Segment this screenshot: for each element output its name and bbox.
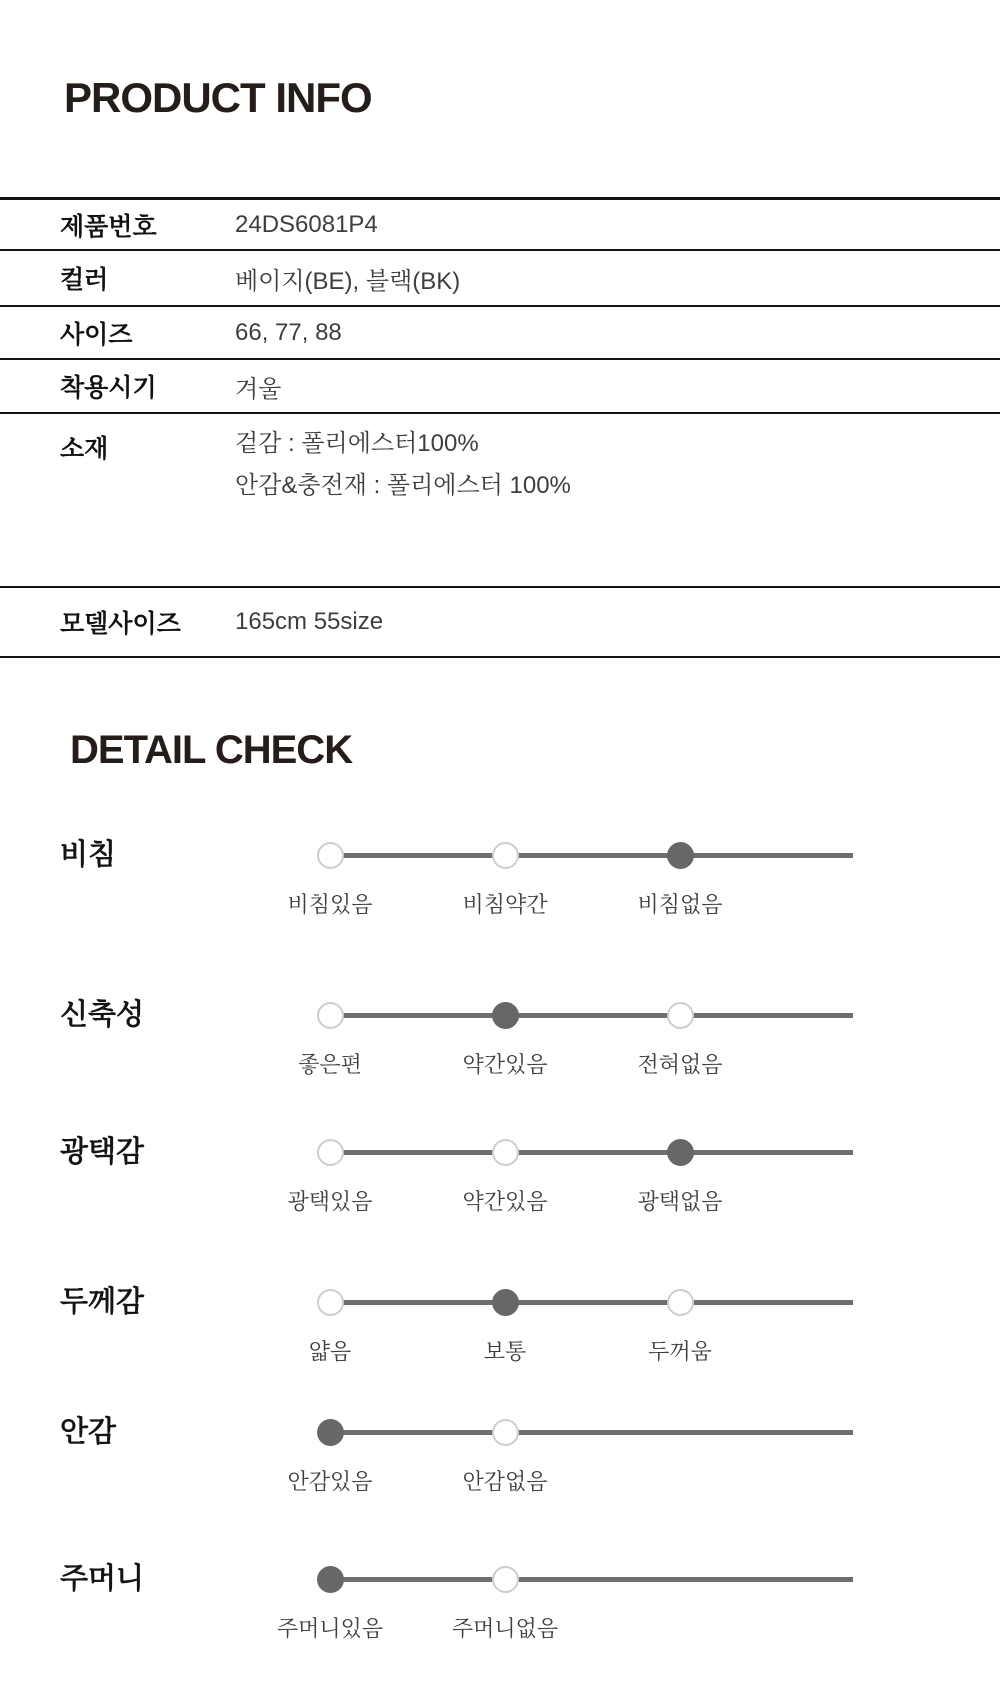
spec-row-size bbox=[0, 305, 1000, 358]
scale-option-label: 비침약간 bbox=[462, 892, 548, 917]
scale-dot-unselected bbox=[317, 1002, 344, 1029]
scale-track bbox=[330, 1430, 853, 1435]
scale-dot-unselected bbox=[492, 1419, 519, 1446]
spec-label: 제품번호 bbox=[60, 212, 157, 241]
detail-row bbox=[0, 1563, 1000, 1651]
detail-row-label: 안감 bbox=[60, 1416, 117, 1448]
detail-row-label: 광택감 bbox=[60, 1136, 145, 1168]
spec-value: 겨울 bbox=[235, 375, 282, 403]
scale-option-label: 주머니없음 bbox=[451, 1616, 559, 1641]
scale-option-label: 약간있음 bbox=[462, 1052, 548, 1077]
spec-value bbox=[235, 423, 571, 507]
detail-row-label: 주머니 bbox=[60, 1563, 145, 1595]
scale-dot-unselected bbox=[667, 1002, 694, 1029]
scale-dot-unselected bbox=[492, 1139, 519, 1166]
scale-dot-selected bbox=[667, 1139, 694, 1166]
scale-dot-selected bbox=[492, 1289, 519, 1316]
scale-option-label: 광택있음 bbox=[287, 1189, 373, 1214]
product-info-title: PRODUCT INFO bbox=[64, 74, 372, 121]
spec-label: 컬러 bbox=[60, 266, 109, 294]
spec-label: 착용시기 bbox=[60, 374, 157, 402]
scale-dot-unselected bbox=[667, 1289, 694, 1316]
scale-option-label: 주머니있음 bbox=[276, 1616, 384, 1641]
spec-label: 모델사이즈 bbox=[60, 610, 181, 638]
detail-row bbox=[0, 1286, 1000, 1374]
scale-dot-selected bbox=[317, 1419, 344, 1446]
scale-option-label: 얇음 bbox=[308, 1339, 352, 1364]
scale-track bbox=[330, 853, 853, 858]
detail-row bbox=[0, 839, 1000, 927]
scale-option-label: 전혀없음 bbox=[637, 1052, 723, 1077]
detail-row-label: 두께감 bbox=[60, 1286, 145, 1318]
detail-row bbox=[0, 1416, 1000, 1504]
spec-value: 165cm 55size bbox=[235, 608, 384, 635]
detail-row-label: 비침 bbox=[60, 839, 117, 871]
spec-value: 24DS6081P4 bbox=[235, 210, 378, 238]
scale-dot-unselected bbox=[317, 1139, 344, 1166]
scale-dot-unselected bbox=[492, 1566, 519, 1593]
material-outer: 겉감 : 폴리에스터100% bbox=[235, 430, 479, 457]
scale-track bbox=[330, 1150, 853, 1155]
spec-row-product-number bbox=[0, 197, 1000, 249]
spec-value: 66, 77, 88 bbox=[235, 318, 342, 346]
spec-row-season bbox=[0, 358, 1000, 412]
detail-row bbox=[0, 999, 1000, 1087]
detail-check-scales bbox=[0, 839, 1000, 1651]
scale-option-label: 비침있음 bbox=[287, 892, 373, 917]
spec-value: 베이지(BE), 블랙(BK) bbox=[235, 267, 461, 295]
material-lining: 안감&충전재 : 폴리에스터 100% bbox=[235, 472, 571, 499]
spec-row-material bbox=[0, 412, 1000, 586]
spec-row-color bbox=[0, 249, 1000, 305]
scale-option-label: 광택없음 bbox=[637, 1189, 723, 1214]
scale-dot-selected bbox=[667, 842, 694, 869]
scale-dot-selected bbox=[317, 1566, 344, 1593]
detail-row-label: 신축성 bbox=[60, 999, 145, 1031]
spec-label: 사이즈 bbox=[60, 320, 133, 349]
detail-row bbox=[0, 1136, 1000, 1224]
scale-option-label: 보통 bbox=[483, 1339, 527, 1364]
detail-check-title: DETAIL CHECK bbox=[70, 728, 353, 772]
scale-dot-unselected bbox=[317, 842, 344, 869]
scale-dot-selected bbox=[492, 1002, 519, 1029]
spec-label: 소재 bbox=[60, 435, 109, 463]
scale-option-label: 두꺼움 bbox=[648, 1339, 712, 1364]
scale-track bbox=[330, 1300, 853, 1305]
scale-option-label: 약간있음 bbox=[462, 1189, 548, 1214]
spec-table bbox=[0, 197, 1000, 658]
spec-row-model-size bbox=[0, 586, 1000, 658]
scale-track bbox=[330, 1013, 853, 1018]
scale-option-label: 안감없음 bbox=[462, 1469, 548, 1494]
scale-option-label: 좋은편 bbox=[298, 1052, 362, 1077]
scale-dot-unselected bbox=[492, 842, 519, 869]
scale-dot-unselected bbox=[317, 1289, 344, 1316]
scale-option-label: 안감있음 bbox=[287, 1469, 373, 1494]
scale-track bbox=[330, 1577, 853, 1582]
scale-option-label: 비침없음 bbox=[637, 892, 723, 917]
